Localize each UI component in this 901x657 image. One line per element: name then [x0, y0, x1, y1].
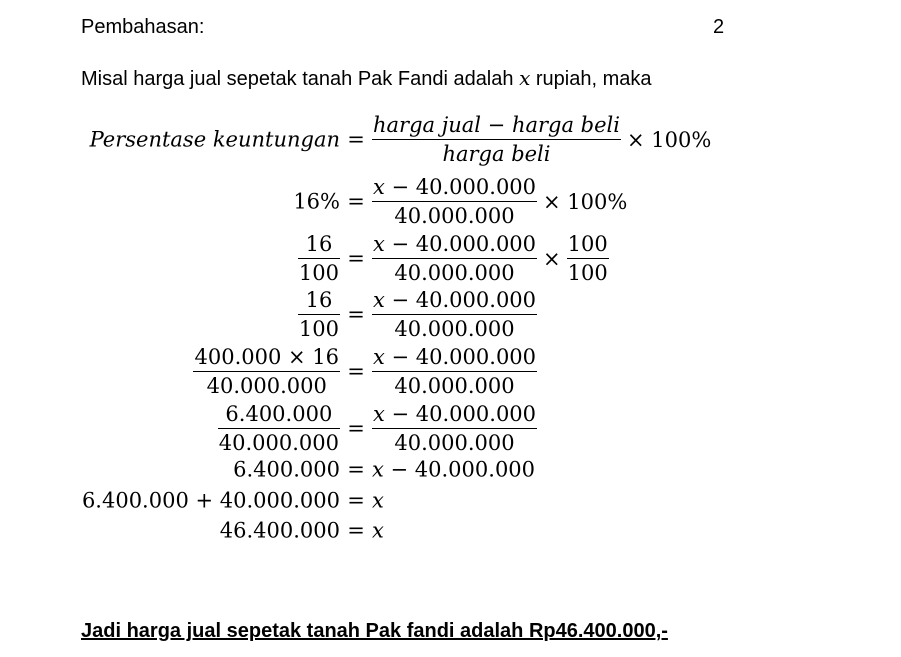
fraction-numerator: harga jual − harga beli — [372, 115, 621, 140]
fraction-denominator: 40.000.000 — [218, 431, 339, 455]
equation-lhs: 16% — [293, 189, 340, 214]
equation-lhs: 46.400.000 — [219, 518, 340, 543]
variable-x: x — [373, 175, 385, 199]
fraction — [372, 115, 621, 165]
variable-x: x — [373, 402, 385, 426]
equation-rhs — [372, 290, 537, 340]
variable-x: x — [372, 518, 384, 543]
equals-sign: = — [347, 457, 365, 482]
equation-rhs — [372, 347, 537, 397]
fraction-denominator: 40.000.000 — [206, 374, 327, 398]
intro-text-before: Misal harga jual sepetak tanah Pak Fandi adalah — [81, 68, 520, 90]
fraction — [218, 404, 340, 454]
equation-rhs: x − 40.000.000 — [372, 457, 536, 482]
equals-sign: = — [347, 488, 365, 513]
fraction — [372, 177, 537, 227]
variable-x: x — [373, 288, 385, 312]
equation-lhs — [193, 347, 340, 397]
fraction — [567, 234, 609, 284]
fraction-numerator: x − 40.000.000 — [372, 290, 537, 315]
fraction — [298, 290, 340, 340]
fraction-numerator: 100 — [567, 234, 609, 259]
fraction-denominator: 100 — [298, 261, 339, 285]
equals-sign: = — [347, 189, 365, 214]
fraction-denominator: 40.000.000 — [394, 204, 515, 228]
fraction — [298, 234, 340, 284]
fraction-denominator: 100 — [298, 317, 339, 341]
equation-rhs — [372, 234, 609, 284]
equation-rhs — [372, 115, 711, 165]
conclusion-text: Jadi harga jual sepetak tanah Pak fandi adalah Rp46.400.000,- — [81, 620, 668, 642]
fraction — [372, 234, 537, 284]
fraction — [372, 404, 537, 454]
equation-lhs: Persentase keuntungan — [89, 127, 340, 152]
equals-sign: = — [347, 416, 365, 441]
fraction-denominator: 40.000.000 — [394, 261, 515, 285]
variable-x: x — [373, 345, 385, 369]
fraction-numerator: 16 — [298, 290, 340, 315]
equation-lhs — [298, 290, 340, 340]
fraction-numerator: 16 — [298, 234, 340, 259]
equation-lhs — [298, 234, 340, 284]
fraction-denominator: 100 — [567, 261, 608, 285]
section-title: Pembahasan: — [81, 16, 205, 38]
fraction-denominator: 40.000.000 — [394, 374, 515, 398]
equation-rhs — [372, 404, 537, 454]
fraction-numerator: x − 40.000.000 — [372, 234, 537, 259]
fraction-numerator: x − 40.000.000 — [372, 177, 537, 202]
equals-sign: = — [347, 359, 365, 384]
fraction-numerator: 6.400.000 — [218, 404, 340, 429]
intro-text — [81, 66, 652, 91]
fraction-denominator: harga beli — [442, 142, 551, 166]
fraction-numerator: 400.000 × 16 — [193, 347, 340, 372]
equation-rhs — [372, 518, 384, 543]
fraction-denominator: 40.000.000 — [394, 317, 515, 341]
fraction-denominator: 40.000.000 — [394, 431, 515, 455]
equation-lhs: 6.400.000 + 40.000.000 — [81, 488, 340, 513]
fraction-numerator: x − 40.000.000 — [372, 347, 537, 372]
equation-lhs: 6.400.000 — [233, 457, 340, 482]
fraction — [193, 347, 340, 397]
times-sign: × — [543, 246, 561, 271]
page-number: 2 — [713, 16, 725, 38]
fraction — [372, 347, 537, 397]
equals-sign: = — [347, 518, 365, 543]
variable-x: x — [373, 232, 385, 256]
variable-x: x — [372, 457, 384, 482]
equals-sign: = — [347, 246, 365, 271]
variable-x: x — [372, 488, 384, 513]
equation-rhs — [372, 177, 627, 227]
equals-sign: = — [347, 302, 365, 327]
intro-text-after: rupiah, maka — [530, 68, 652, 90]
equation-rhs — [372, 488, 384, 513]
fraction — [372, 290, 537, 340]
multiplier: × 100% — [626, 127, 712, 152]
equation-lhs — [218, 404, 340, 454]
multiplier: × 100% — [543, 189, 628, 214]
equals-sign: = — [347, 127, 365, 152]
intro-variable: x — [519, 66, 531, 90]
fraction-numerator: x − 40.000.000 — [372, 404, 537, 429]
